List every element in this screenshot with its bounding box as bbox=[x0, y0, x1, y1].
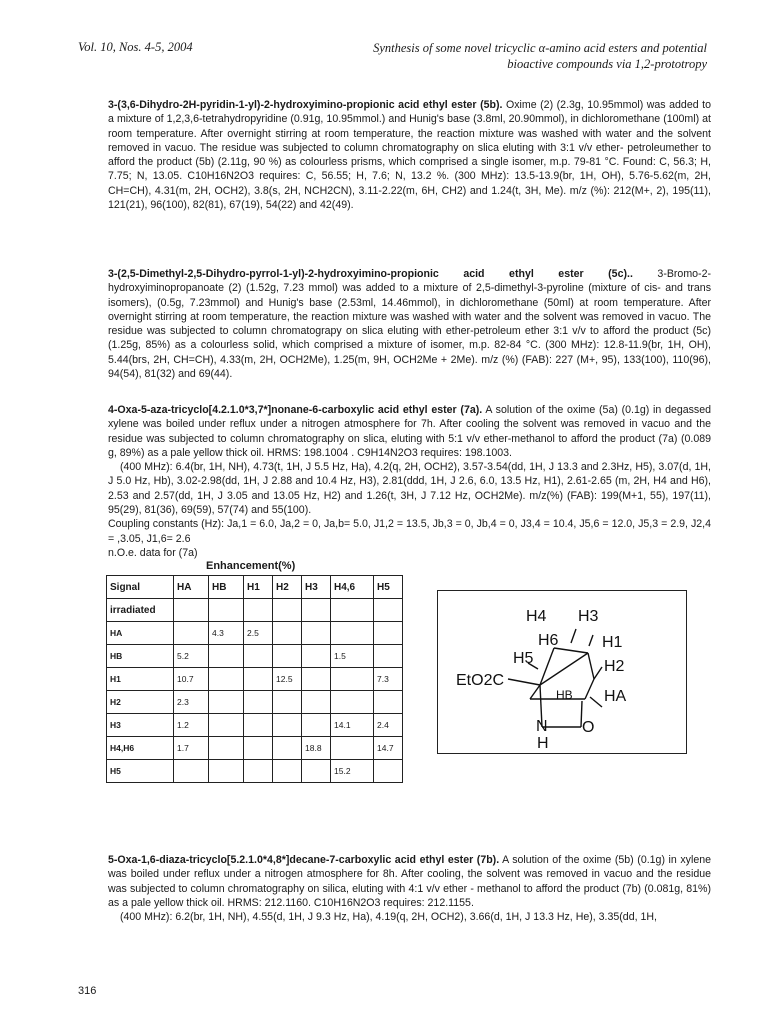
procedure-7b-title: 5-Oxa-1,6-diaza-tricyclo[5.2.1.0*4,8*]decane-7-carboxylic acid ethyl ester (7b). bbox=[108, 854, 500, 866]
table-cell: 1.7 bbox=[174, 737, 209, 760]
structure-7a-diagram bbox=[437, 590, 687, 754]
running-header-volume: Vol. 10, Nos. 4-5, 2004 bbox=[78, 40, 193, 54]
table-cell bbox=[209, 668, 244, 691]
table-row bbox=[107, 668, 403, 691]
table-cell bbox=[244, 737, 273, 760]
header-blank bbox=[273, 599, 302, 622]
table-row bbox=[107, 645, 403, 668]
table-cell bbox=[273, 691, 302, 714]
table-cell bbox=[209, 645, 244, 668]
label-ester: EtO2C bbox=[456, 672, 505, 689]
header-blank bbox=[302, 599, 331, 622]
table-cell bbox=[244, 760, 273, 783]
table-cell: 5.2 bbox=[174, 645, 209, 668]
table-row bbox=[107, 737, 403, 760]
table-cell bbox=[374, 691, 403, 714]
table-cell bbox=[209, 691, 244, 714]
table-cell bbox=[331, 691, 374, 714]
procedure-7b-nmr: (400 MHz): 6.2(br, 1H, NH), 4.55(d, 1H, J 9.3 Hz, Ha), 4.19(q, 2H, OCH2), 3.66(d, 1H, J 13.3 Hz, He), 3.35(dd, 1H, bbox=[120, 911, 657, 924]
table-cell: 18.8 bbox=[302, 737, 331, 760]
procedure-7b-body: A solution of the oxime (5b) (0.1g) in xylene was boiled under reflux under a nitrogen atmosphere for 8h. After cooling, the solvent was removed in vacuo and the residue was subjected to column chromatography on silica, eluting with 4:1 v/v ether - methanol to afford the product (7b) (0.081g, 81%) as a pale yellow thick oil. HRMS: 212.1160. C10H16N2O3 requires: 212.1155. bbox=[108, 854, 711, 909]
row-signal: H2 bbox=[107, 691, 174, 714]
procedure-7a-title: 4-Oxa-5-aza-tricyclo[4.2.1.0*3,7*]nonane-6-carboxylic acid ethyl ester (7a). bbox=[108, 404, 483, 416]
table-cell: 14.7 bbox=[374, 737, 403, 760]
header-col: H3 bbox=[302, 576, 331, 599]
row-signal: HB bbox=[107, 645, 174, 668]
noe-table bbox=[106, 575, 403, 783]
label-nh: H bbox=[537, 735, 549, 752]
row-signal: H5 bbox=[107, 760, 174, 783]
header-blank bbox=[174, 599, 209, 622]
table-row bbox=[107, 760, 403, 783]
procedure-7a-noe: n.O.e. data for (7a) bbox=[108, 546, 198, 559]
header-col: H4,6 bbox=[331, 576, 374, 599]
procedure-5b bbox=[108, 98, 711, 212]
header-col: HA bbox=[174, 576, 209, 599]
page-number: 316 bbox=[78, 985, 97, 997]
table-cell bbox=[174, 622, 209, 645]
header-blank bbox=[374, 599, 403, 622]
table-cell bbox=[302, 645, 331, 668]
procedure-7a bbox=[108, 403, 711, 560]
header-col: HB bbox=[209, 576, 244, 599]
structure-7a-svg bbox=[438, 591, 686, 753]
table-cell bbox=[174, 760, 209, 783]
procedure-5b-title: 3-(3,6-Dihydro-2H-pyridin-1-yl)-2-hydroxyimino-propionic acid ethyl ester (5b). bbox=[108, 99, 503, 111]
table-cell bbox=[273, 737, 302, 760]
table-cell bbox=[244, 645, 273, 668]
label-n: N bbox=[536, 718, 548, 735]
row-signal: H1 bbox=[107, 668, 174, 691]
label-h4: H4 bbox=[526, 608, 547, 625]
running-header-title-line2: bioactive compounds via 1,2-prototropy bbox=[507, 57, 707, 71]
table-cell bbox=[331, 622, 374, 645]
table-cell bbox=[302, 622, 331, 645]
table-cell bbox=[302, 760, 331, 783]
table-cell bbox=[374, 622, 403, 645]
table-cell bbox=[209, 760, 244, 783]
table-cell: 2.3 bbox=[174, 691, 209, 714]
header-col: H5 bbox=[374, 576, 403, 599]
header-blank bbox=[244, 599, 273, 622]
table-cell: 2.5 bbox=[244, 622, 273, 645]
header-irradiated: irradiated bbox=[107, 599, 174, 622]
row-signal: HA bbox=[107, 622, 174, 645]
header-blank bbox=[209, 599, 244, 622]
table-cell bbox=[209, 714, 244, 737]
table-cell bbox=[331, 737, 374, 760]
table-cell bbox=[302, 668, 331, 691]
header-col: H2 bbox=[273, 576, 302, 599]
table-cell bbox=[273, 760, 302, 783]
table-cell bbox=[244, 668, 273, 691]
table-cell bbox=[244, 714, 273, 737]
procedure-5c bbox=[108, 267, 711, 381]
table-cell: 1.2 bbox=[174, 714, 209, 737]
table-cell bbox=[273, 622, 302, 645]
procedure-5b-body: Oxime (2) (2.3g, 10.95mmol) was added to a mixture of 1,2,3,6-tetrahydropyridine (0.91g, 10.95mmol.) and Hunig's base (3.8ml, 20.90mmol), in dichloromethane (100ml) at room temperature. After overnight stirring at room temperature, the reaction mixture was washed with water and the solvent removed in vacuo. The residue was subjected to column chromatography on slica eluting with 3:1 v/v ether- petroleumether to afford the product (5b) (2.11g, 90 %) as colourless prisms, which comprised a single isomer, m.p. 79-81 °C. Found: C, 56.3; H, 7.75; N, 13.05. C10H16N2O3 requires: C, 56.55; H, 7.6; N, 13.2 %. (300 MHz): 13.5-13.9(br, 1H, OH), 5.76-5.62(m, 2H, CH=CH), 4.31(m, 2H, OCH2), 3.8(s, 2H, NCH2CN), 3.11-2.22(m, 6H, CH2) and 1.24(t, 3H, Me). m/z (%): 212(M+, 2), 195(11), 121(21), 96(100), 82(81), 67(19), 54(22) and 42(49). bbox=[108, 99, 711, 212]
table-cell: 4.3 bbox=[209, 622, 244, 645]
procedure-7b bbox=[108, 853, 711, 924]
running-header-title-line1: Synthesis of some novel tricyclic α-amino acid esters and potential bbox=[373, 41, 707, 55]
label-h1: H1 bbox=[602, 634, 623, 651]
procedure-7a-nmr: (400 MHz): 6.4(br, 1H, NH), 4.73(t, 1H, J 5.5 Hz, Ha), 4.2(q, 2H, OCH2), 3.57-3.54(dd, 1H, J 13.3 and 2.3Hz, H5), 3.07(d, 1H, J 5.0 Hz, Hb), 3.02-2.98(dd, 1H, J 2.88 and 10.4 Hz, H3), 2.81(ddd, 1H, J 2.6, 6.0, 13.5 Hz, H1), 2.61-2.65 (m, 2H, H4 and H6), 2.53 and 2.57(dd, 1H, J 3.05 and 13.05 Hz, H2) and 1.26(t, 3H, J 7.12 Hz, OCH2Me). m/z(%) (FAB): 199(M+1, 55), 197(11), 95(29), 81(36), 69(59), 57(74) and 55(100). bbox=[108, 461, 711, 517]
table-cell bbox=[374, 760, 403, 783]
table-cell bbox=[374, 645, 403, 668]
label-hb: HB bbox=[556, 688, 573, 702]
table-cell: 12.5 bbox=[273, 668, 302, 691]
procedure-7a-coupling: Coupling constants (Hz): Ja,1 = 6.0, Ja,2 = 0, Ja,b= 5.0, J1,2 = 13.5, Jb,3 = 0, Jb,4 = 0, J3,4 = 10.4, J5,6 = 12.0, J5,3 = 2.9, J2,4 = ,3.05, J1,6= 2.6 bbox=[108, 518, 711, 545]
noe-table-caption: Enhancement(%) bbox=[206, 560, 296, 572]
table-header-row bbox=[107, 576, 403, 599]
table-cell bbox=[302, 714, 331, 737]
table-header-row-2 bbox=[107, 599, 403, 622]
label-h3: H3 bbox=[578, 608, 599, 625]
label-h2: H2 bbox=[604, 658, 625, 675]
procedure-5c-title: 3-(2,5-Dimethyl-2,5-Dihydro-pyrrol-1-yl)-2-hydroxyimino-propionic acid ethyl ester (5c).. bbox=[108, 268, 633, 280]
table-cell bbox=[273, 714, 302, 737]
table-cell: 15.2 bbox=[331, 760, 374, 783]
table-cell bbox=[331, 668, 374, 691]
row-signal: H3 bbox=[107, 714, 174, 737]
table-cell bbox=[209, 737, 244, 760]
header-blank bbox=[331, 599, 374, 622]
table-cell: 2.4 bbox=[374, 714, 403, 737]
label-h6: H6 bbox=[538, 632, 559, 649]
table-cell: 1.5 bbox=[331, 645, 374, 668]
table-cell: 10.7 bbox=[174, 668, 209, 691]
table-cell bbox=[302, 691, 331, 714]
table-cell: 14.1 bbox=[331, 714, 374, 737]
header-col: H1 bbox=[244, 576, 273, 599]
table-cell bbox=[273, 645, 302, 668]
procedure-5c-body: 3-Bromo-2-hydroxyiminopropanoate (2) (1.52g, 7.23 mmol) was added to a mixture of 2,5-dimethyl-3-pyroline (mixture of cis- and trans isomers), (0.5g, 7.23mmol) and Hunig's base (2.53ml, 14.46mmol), in dichloromethane (50ml) at room temperature. After overnight stirring at room temperature, the reaction mixture was washed with water and the solvent was removed in vacuo. The residue was subjected to column chromatograpy on slica eluting with ether-petroleum ether 3:1 v/v to afford the product (5c) (1.25g, 85%) as a colourless solid, which comprised a mixture of isomer, m.p. 82-84 °C. (300 MHz): 12.8-11.9(br, 1H, OH), 5.44(brs, 2H, CH=CH), 4.33(m, 2H, OCH2Me), 1.25(m, 9H, OCH2Me + 2Me). m/z (%) (FAB): 227 (M+, 95), 133(100), 110(96), 94(54), 81(32) and 69(44). bbox=[108, 268, 711, 381]
table-row bbox=[107, 714, 403, 737]
running-header-title bbox=[373, 40, 707, 72]
procedure-7a-body: A solution of the oxime (5a) (0.1g) in degassed xylene was boiled under reflux under a nitrogen atmosphere for 7h. After cooling the solvent was removed in vacuo and the residue was subjected to column chromatography on slica, eluting with 5:1 v/v ether-methanol to afford the product (7a) (0.089 g, 89%) as a pale yellow thick oil. HRMS: 198.1004 . C9H14N2O3 requires: 198.1003. bbox=[108, 404, 712, 459]
table-cell bbox=[244, 691, 273, 714]
label-h5: H5 bbox=[513, 650, 534, 667]
table-row bbox=[107, 622, 403, 645]
label-ha: HA bbox=[604, 688, 627, 705]
header-signal: Signal bbox=[107, 576, 174, 599]
row-signal: H4,H6 bbox=[107, 737, 174, 760]
label-o: O bbox=[582, 719, 595, 736]
table-row bbox=[107, 691, 403, 714]
table-cell: 7.3 bbox=[374, 668, 403, 691]
